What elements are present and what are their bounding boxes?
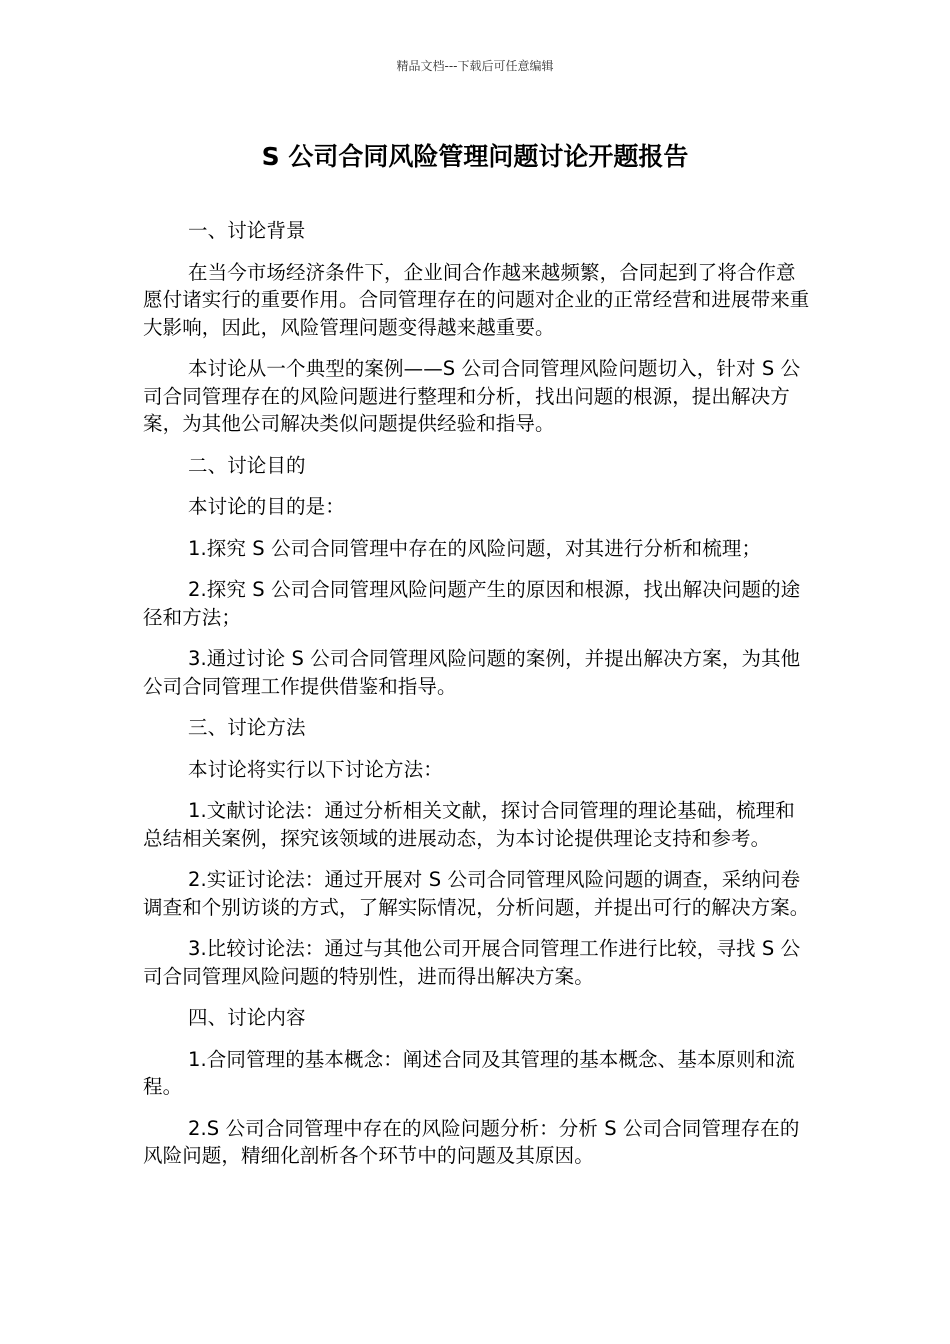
list-item: 1.探究 S 公司合同管理中存在的风险问题，对其进行分析和梳理； <box>188 536 762 560</box>
section-heading-method: 三、讨论方法 <box>188 716 306 739</box>
list-item: 2.S 公司合同管理中存在的风险问题分析：分析 S 公司合同管理存在的风险问题，精细化剖析各个环节中的问题及其原因。 <box>143 1116 800 1167</box>
section-heading-background: 一、讨论背景 <box>188 219 306 242</box>
paragraph: 在当今市场经济条件下，企业间合作越来越频繁，合同起到了将合作意愿付诸实行的重要作用。合同管理存在的问题对企业的正常经营和进展带来重大影响，因此，风险管理问题变得越来越重要。 <box>143 260 810 339</box>
paragraph: 本讨论从一个典型的案例——S 公司合同管理风险问题切入，针对 S 公司合同管理存在的风险问题进行整理和分析，找出问题的根源，提出解决方案，为其他公司解决类似问题提供经验和指导。 <box>143 357 801 435</box>
page-header: 精品文档---下载后可任意编辑 <box>396 59 554 73</box>
section-heading-purpose: 二、讨论目的 <box>188 453 306 477</box>
list-item: 1.文献讨论法：通过分析相关文献，探讨合同管理的理论基础，梳理和总结相关案例，探究该领域的进展动态，为本讨论提供理论支持和参考。 <box>143 799 795 850</box>
list-item: 3.比较讨论法：通过与其他公司开展合同管理工作进行比较，寻找 S 公司合同管理风险问题的特别性，进而得出解决方案。 <box>143 937 801 988</box>
document-body <box>143 217 813 1184</box>
list-item: 1.合同管理的基本概念：阐述合同及其管理的基本概念、基本原则和流程。 <box>143 1047 795 1098</box>
paragraph: 本讨论将实行以下讨论方法： <box>188 757 443 781</box>
list-item: 2.实证讨论法：通过开展对 S 公司合同管理风险问题的调查，采纳问卷调查和个别访谈的方式，了解实际情况，分析问题，并提出可行的解决方案。 <box>143 868 810 919</box>
list-item: 2.探究 S 公司合同管理风险问题产生的原因和根源，找出解决问题的途径和方法； <box>143 578 801 629</box>
document-title: S 公司合同风险管理问题讨论开题报告 <box>261 142 689 171</box>
paragraph: 本讨论的目的是： <box>188 495 345 518</box>
section-heading-content: 四、讨论内容 <box>188 1006 306 1029</box>
list-item: 3.通过讨论 S 公司合同管理风险问题的案例，并提出解决方案，为其他公司合同管理工作提供借鉴和指导。 <box>143 647 801 698</box>
